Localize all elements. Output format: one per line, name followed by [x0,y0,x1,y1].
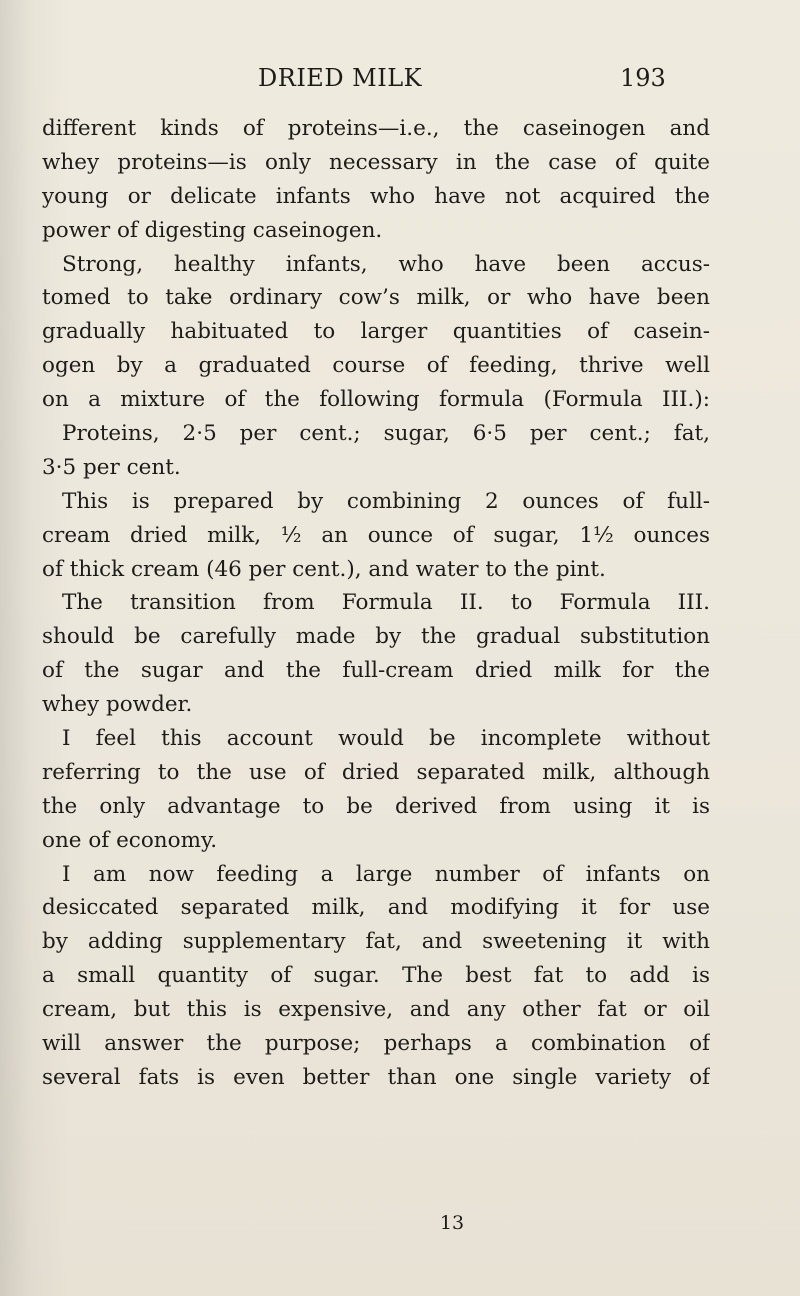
text-line: I feel this account would be incomplete without [62,726,710,752]
text-line: a small quantity of sugar. The best fat to add is [42,963,710,989]
text-line: power of digesting caseinogen. [42,217,383,243]
text-line: I am now feeding a large number of infants on [62,861,710,887]
text-line: the only advantage to be derived from using it is [42,793,710,819]
text-line: on a mixture of the following formula (Formula III.): [42,387,710,413]
text-line: This is prepared by combining 2 ounces of full- [62,488,710,514]
text-line: tomed to take ordinary cow’s milk, or who have been [42,285,710,311]
signature-mark [0,1212,800,1234]
signature-mark-text: 13 [439,1212,465,1234]
text-line: Proteins, 2·5 per cent.; sugar, 6·5 per cent.; fat, [62,421,710,447]
text-line: 3·5 per cent. [42,454,181,480]
text-line: cream, but this is expensive, and any other fat or oil [42,997,710,1023]
text-line: one of economy. [42,827,218,853]
text-line: by adding supplementary fat, and sweetening it with [42,929,710,955]
text-line: ogen by a graduated course of feeding, thrive well [42,353,710,379]
text-line: Strong, healthy infants, who have been accus- [62,251,710,277]
text-line: whey powder. [42,692,193,718]
page-header [0,64,800,100]
text-line: young or delicate infants who have not acquired the [42,183,710,209]
body-text [42,112,710,1095]
text-line: should be carefully made by the gradual substitution [42,624,710,650]
text-line: of the sugar and the full-cream dried milk for the [42,658,710,684]
page-number: 193 [620,64,666,92]
text-line: different kinds of proteins—i.e., the caseinogen and [42,116,710,141]
text-line: several fats is even better than one single variety of [42,1064,710,1090]
text-line: whey proteins—is only necessary in the case of quite [42,149,710,175]
text-line: referring to the use of dried separated milk, although [42,759,710,785]
running-head: DRIED MILK [258,64,423,92]
text-line: of thick cream (46 per cent.), and water to the pint. [42,556,606,582]
text-line: desiccated separated milk, and modifying it for use [42,895,710,921]
text-line: cream dried milk, ½ an ounce of sugar, 1½ ounces [42,522,710,548]
text-line: gradually habituated to larger quantities of casein- [42,319,710,345]
text-line: will answer the purpose; perhaps a combination of [42,1031,710,1057]
text-line: The transition from Formula II. to Formula III. [62,590,710,616]
